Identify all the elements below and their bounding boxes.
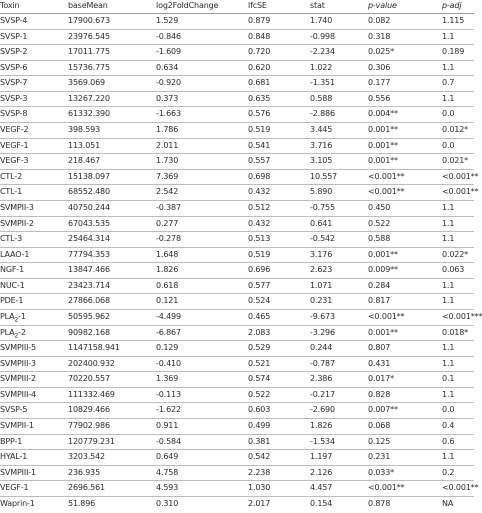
toxin-cell: VEGF-3 [0,156,29,166]
p-adj-cell: 1.115 [442,16,465,25]
p-value-cell: 0.231 [368,452,391,462]
p-value-cell: 0.082 [368,16,391,25]
p-adj-cell: 0.022* [442,249,469,259]
p-value-cell: 0.125 [368,436,391,446]
log2foldchange-cell: -0.584 [156,436,181,446]
lfcse-cell: 1.030 [248,483,271,493]
header-p-value: p-value [368,1,397,10]
table-row [0,14,474,30]
log2foldchange-cell: 0.277 [156,218,179,228]
basemean-cell: 2696.561 [68,483,105,493]
lfcse-cell: 0.524 [248,296,271,306]
basemean-cell: 77902.986 [68,421,110,431]
table-row [0,310,482,326]
p-adj-cell: 0.0 [442,405,455,415]
log2foldchange-cell: 0.129 [156,343,179,353]
table-row [0,294,474,310]
log2foldchange-cell: -0.113 [156,389,181,399]
p-adj-cell: 1.1 [442,358,455,368]
basemean-cell: 13267.220 [68,93,110,103]
toxin-cell: HYAL-1 [0,452,28,462]
table-row [0,139,474,155]
p-value-cell: 0.009** [368,265,398,275]
p-value-cell: 0.001** [368,156,398,166]
table-row [0,76,474,92]
table-row [0,217,474,233]
p-value-cell: 0.817 [368,296,391,306]
lfcse-cell: 0.465 [248,311,271,321]
toxin-cell: $PLA_2-1$ [0,311,26,324]
log2foldchange-cell: 4.593 [156,483,179,493]
p-adj-cell: 1.1 [442,31,455,41]
stat-cell: 1.071 [310,280,333,290]
table-row [0,497,474,513]
table-row [0,372,474,388]
p-value-cell: 0.878 [368,498,391,508]
lfcse-cell: 0.541 [248,140,271,150]
toxin-cell: LAAO-1 [0,249,30,259]
toxin-cell: CTL-1 [0,187,23,197]
stat-cell: 2.126 [310,467,333,477]
basemean-cell: 15736.775 [68,62,110,72]
toxin-cell: VEGF-1 [0,483,29,493]
basemean-cell: 17900.673 [68,16,110,25]
stat-cell: 3.445 [310,125,333,135]
p-adj-cell: NA [442,498,454,508]
table-row [0,92,474,108]
toxin-cell: SVMPIII-4 [0,389,36,399]
p-adj-cell: 0.0 [442,109,455,119]
stat-cell: -0.542 [310,234,335,244]
p-value-cell: 0.025* [368,47,395,57]
toxin-cell: NUC-1 [0,280,25,290]
stat-cell: 2.386 [310,374,333,384]
log2foldchange-cell: 2.011 [156,140,179,150]
lfcse-cell: 0.519 [248,249,271,259]
lfcse-cell: 0.519 [248,125,271,135]
p-value-cell: 0.450 [368,202,391,212]
basemean-cell: 51.896 [68,498,96,508]
p-adj-cell: 0.012* [442,125,469,135]
p-adj-cell: 0.4 [442,421,455,431]
header-lfcse: lfcSE [248,1,267,10]
log2foldchange-cell: 1.786 [156,125,179,135]
toxin-cell: SVSP-6 [0,62,28,72]
stat-cell: 0.244 [310,343,333,353]
p-value-cell: 0.001** [368,125,398,135]
lfcse-cell: 0.577 [248,280,271,290]
stat-cell: 2.623 [310,265,333,275]
log2foldchange-cell: 0.310 [156,498,179,508]
p-value-cell: 0.033* [368,467,395,477]
basemean-cell: 10829.466 [68,405,110,415]
lfcse-cell: 0.848 [248,31,271,41]
log2foldchange-cell: -4.499 [156,311,181,321]
p-value-cell: 0.001** [368,140,398,150]
p-adj-cell: 0.063 [442,265,465,275]
stat-cell: -1.534 [310,436,335,446]
log2foldchange-cell: -0.387 [156,202,181,212]
p-adj-cell: 1.1 [442,343,455,353]
p-adj-cell: 1.1 [442,62,455,72]
p-adj-cell: 1.1 [442,296,455,306]
table-row [0,61,474,77]
lfcse-cell: 0.696 [248,265,271,275]
stat-cell: 4.457 [310,483,333,493]
table-row [0,481,479,497]
lfcse-cell: 0.620 [248,62,271,72]
stat-cell: 1.197 [310,452,333,462]
lfcse-cell: 0.513 [248,234,271,244]
basemean-cell: 40750.244 [68,202,110,212]
toxin-cell: SVMPII-3 [0,202,34,212]
toxin-cell: SVMPIII-2 [0,374,36,384]
lfcse-cell: 0.574 [248,374,271,384]
stat-cell: 1.022 [310,62,333,72]
p-value-cell: 0.177 [368,78,391,88]
p-value-cell: 0.306 [368,62,391,72]
stat-cell: -2.234 [310,47,335,57]
log2foldchange-cell: 0.121 [156,296,179,306]
stat-cell: 1.826 [310,421,333,431]
basemean-cell: 17011.775 [68,47,110,57]
lfcse-cell: 2.238 [248,467,271,477]
lfcse-cell: 2.017 [248,498,271,508]
toxin-cell: SVSP-3 [0,93,28,103]
table-row [0,279,474,295]
header-p-adj: p-adj [442,1,462,10]
toxin-cell: PDE-1 [0,296,24,306]
basemean-cell: 202400.932 [68,358,115,368]
p-adj-cell: <0.001** [442,187,479,197]
table-row [0,435,474,451]
toxin-cell: SVSP-4 [0,16,28,25]
log2foldchange-cell: 0.911 [156,421,179,431]
table-row [0,154,474,170]
toxin-cell: SVMPIII-5 [0,343,36,353]
toxin-cell: BPP-1 [0,436,23,446]
p-value-cell: 0.556 [368,93,391,103]
stat-cell: 10.557 [310,171,338,181]
basemean-cell: 25464.314 [68,234,110,244]
basemean-cell: 398.593 [68,125,101,135]
toxin-cell: $PLA_2-2$ [0,327,26,340]
basemean-cell: 70220.557 [68,374,110,384]
table-row [0,185,479,201]
basemean-cell: 61332.390 [68,109,110,119]
basemean-cell: 13847.466 [68,265,110,275]
toxin-cell: Waprin-1 [0,498,35,508]
p-value-cell: 0.001** [368,327,398,337]
lfcse-cell: 0.698 [248,171,271,181]
table-row [0,170,479,186]
stat-cell: 0.154 [310,498,333,508]
stat-cell: -0.787 [310,358,335,368]
log2foldchange-cell: -1.609 [156,47,181,57]
p-value-cell: 0.588 [368,234,391,244]
stat-cell: -0.998 [310,31,335,41]
table-row [0,341,474,357]
toxin-cell: CTL-3 [0,234,23,244]
table-header [0,0,474,14]
log2foldchange-cell: -1.663 [156,109,181,119]
lfcse-cell: 0.499 [248,421,271,431]
table-row [0,248,474,264]
p-adj-cell: <0.001** [442,483,479,493]
table-row [0,450,474,466]
log2foldchange-cell: 0.373 [156,93,179,103]
table-body [0,14,482,513]
p-adj-cell: 0.2 [442,467,455,477]
lfcse-cell: 0.381 [248,436,271,446]
lfcse-cell: 0.529 [248,343,271,353]
stat-cell: -1.351 [310,78,335,88]
toxin-cell: SVMPII-1 [0,421,34,431]
toxin-cell: VEGF-1 [0,140,29,150]
p-adj-cell: 0.021* [442,156,469,166]
stat-cell: -3.296 [310,327,335,337]
p-adj-cell: 1.1 [442,280,455,290]
log2foldchange-cell: -0.920 [156,78,181,88]
table-row [0,107,474,123]
lfcse-cell: 2.083 [248,327,271,337]
basemean-cell: 67043.535 [68,218,110,228]
lfcse-cell: 0.603 [248,405,271,415]
p-value-cell: 0.431 [368,358,391,368]
basemean-cell: 3569.069 [68,78,105,88]
table-row [0,419,474,435]
lfcse-cell: 0.522 [248,389,271,399]
log2foldchange-cell: -6.867 [156,327,181,337]
p-value-cell: 0.807 [368,343,391,353]
toxin-cell: VEGF-2 [0,125,29,135]
basemean-cell: 1147158.941 [68,343,120,353]
basemean-cell: 68552.480 [68,187,110,197]
table-row [0,201,474,217]
log2foldchange-cell: -1.622 [156,405,181,415]
stat-cell: -0.217 [310,389,335,399]
table-row [0,326,474,342]
lfcse-cell: 0.635 [248,93,271,103]
stat-cell: 3.716 [310,140,333,150]
header-basemean: baseMean [68,1,108,10]
basemean-cell: 90982.168 [68,327,110,337]
basemean-cell: 15138.097 [68,171,110,181]
basemean-cell: 27866.068 [68,296,110,306]
basemean-cell: 3203.542 [68,452,105,462]
toxin-cell: SVMPIII-3 [0,358,36,368]
lfcse-cell: 0.879 [248,16,271,25]
log2foldchange-cell: 1.648 [156,249,179,259]
toxin-cell: SVSP-8 [0,109,28,119]
stat-cell: 5.890 [310,187,333,197]
table-row [0,30,474,46]
p-adj-cell: 0.6 [442,436,455,446]
p-value-cell: 0.318 [368,31,391,41]
p-value-cell: <0.001** [368,483,405,493]
table-row [0,357,474,373]
p-value-cell: 0.017* [368,374,395,384]
stat-cell: -2.690 [310,405,335,415]
table-row [0,388,474,404]
table-row [0,45,474,61]
log2foldchange-cell: -0.278 [156,234,181,244]
basemean-cell: 50595.962 [68,311,110,321]
p-value-cell: 0.522 [368,218,391,228]
log2foldchange-cell: 0.618 [156,280,179,290]
p-value-cell: <0.001** [368,187,405,197]
p-adj-cell: 0.0 [442,140,455,150]
lfcse-cell: 0.432 [248,187,271,197]
basemean-cell: 111332.469 [68,389,115,399]
lfcse-cell: 0.576 [248,109,271,119]
p-value-cell: <0.001** [368,171,405,181]
basemean-cell: 23423.714 [68,280,110,290]
log2foldchange-cell: -0.410 [156,358,181,368]
table-row [0,263,474,279]
p-adj-cell: <0.001** [442,171,479,181]
p-value-cell: 0.004** [368,109,398,119]
p-value-cell: 0.001** [368,249,398,259]
toxin-cell: SVSP-2 [0,47,28,57]
log2foldchange-cell: -0.846 [156,31,181,41]
toxin-cell: CTL-2 [0,171,23,181]
p-adj-cell: 0.018* [442,327,469,337]
table-row [0,232,474,248]
stat-cell: 1.740 [310,16,333,25]
p-value-cell: 0.007** [368,405,398,415]
stat-cell: -9.673 [310,311,335,321]
p-value-cell: 0.284 [368,280,391,290]
toxin-cell: NGF-1 [0,265,25,275]
lfcse-cell: 0.681 [248,78,271,88]
basemean-cell: 218.467 [68,156,101,166]
stat-cell: 0.641 [310,218,333,228]
table-row [0,123,474,139]
lfcse-cell: 0.512 [248,202,271,212]
p-adj-cell: 0.189 [442,47,465,57]
log2foldchange-cell: 7.369 [156,171,179,181]
p-adj-cell: 1.1 [442,234,455,244]
table-row [0,466,474,482]
basemean-cell: 236.935 [68,467,101,477]
toxin-cell: SVSP-5 [0,405,28,415]
basemean-cell: 77794.353 [68,249,110,259]
toxin-cell: SVMPIII-1 [0,467,36,477]
log2foldchange-cell: 1.730 [156,156,179,166]
log2foldchange-cell: 0.649 [156,452,179,462]
p-adj-cell: 1.1 [442,202,455,212]
p-adj-cell: 1.1 [442,389,455,399]
p-adj-cell: 0.7 [442,78,455,88]
stat-cell: 3.105 [310,156,333,166]
lfcse-cell: 0.432 [248,218,271,228]
toxin-cell: SVSP-1 [0,31,28,41]
p-adj-cell: <0.001*** [442,311,482,321]
basemean-cell: 113.051 [68,140,101,150]
toxin-cell: SVSP-7 [0,78,28,88]
p-adj-cell: 0.1 [442,374,455,384]
p-adj-cell: 1.1 [442,93,455,103]
log2foldchange-cell: 1.529 [156,16,179,25]
header-toxin: Toxin [0,1,20,10]
p-value-cell: 0.828 [368,389,391,399]
lfcse-cell: 0.542 [248,452,271,462]
lfcse-cell: 0.720 [248,47,271,57]
table-row [0,403,474,419]
header-log2foldchange: log2FoldChange [156,1,219,10]
p-adj-cell: 1.1 [442,452,455,462]
log2foldchange-cell: 1.826 [156,265,179,275]
basemean-cell: 120779.231 [68,436,115,446]
log2foldchange-cell: 2.542 [156,187,179,197]
stat-cell: -0.755 [310,202,335,212]
log2foldchange-cell: 4.758 [156,467,179,477]
p-adj-cell: 1.1 [442,218,455,228]
header-stat: stat [310,1,325,10]
basemean-cell: 23976.545 [68,31,110,41]
toxin-cell: SVMPII-2 [0,218,34,228]
stat-cell: 3.176 [310,249,333,259]
stat-cell: 0.231 [310,296,333,306]
lfcse-cell: 0.521 [248,358,271,368]
p-value-cell: <0.001** [368,311,405,321]
lfcse-cell: 0.557 [248,156,271,166]
p-value-cell: 0.068 [368,421,391,431]
log2foldchange-cell: 1.369 [156,374,179,384]
log2foldchange-cell: 0.634 [156,62,179,72]
stat-cell: -2.886 [310,109,335,119]
stat-cell: 0.588 [310,93,333,103]
